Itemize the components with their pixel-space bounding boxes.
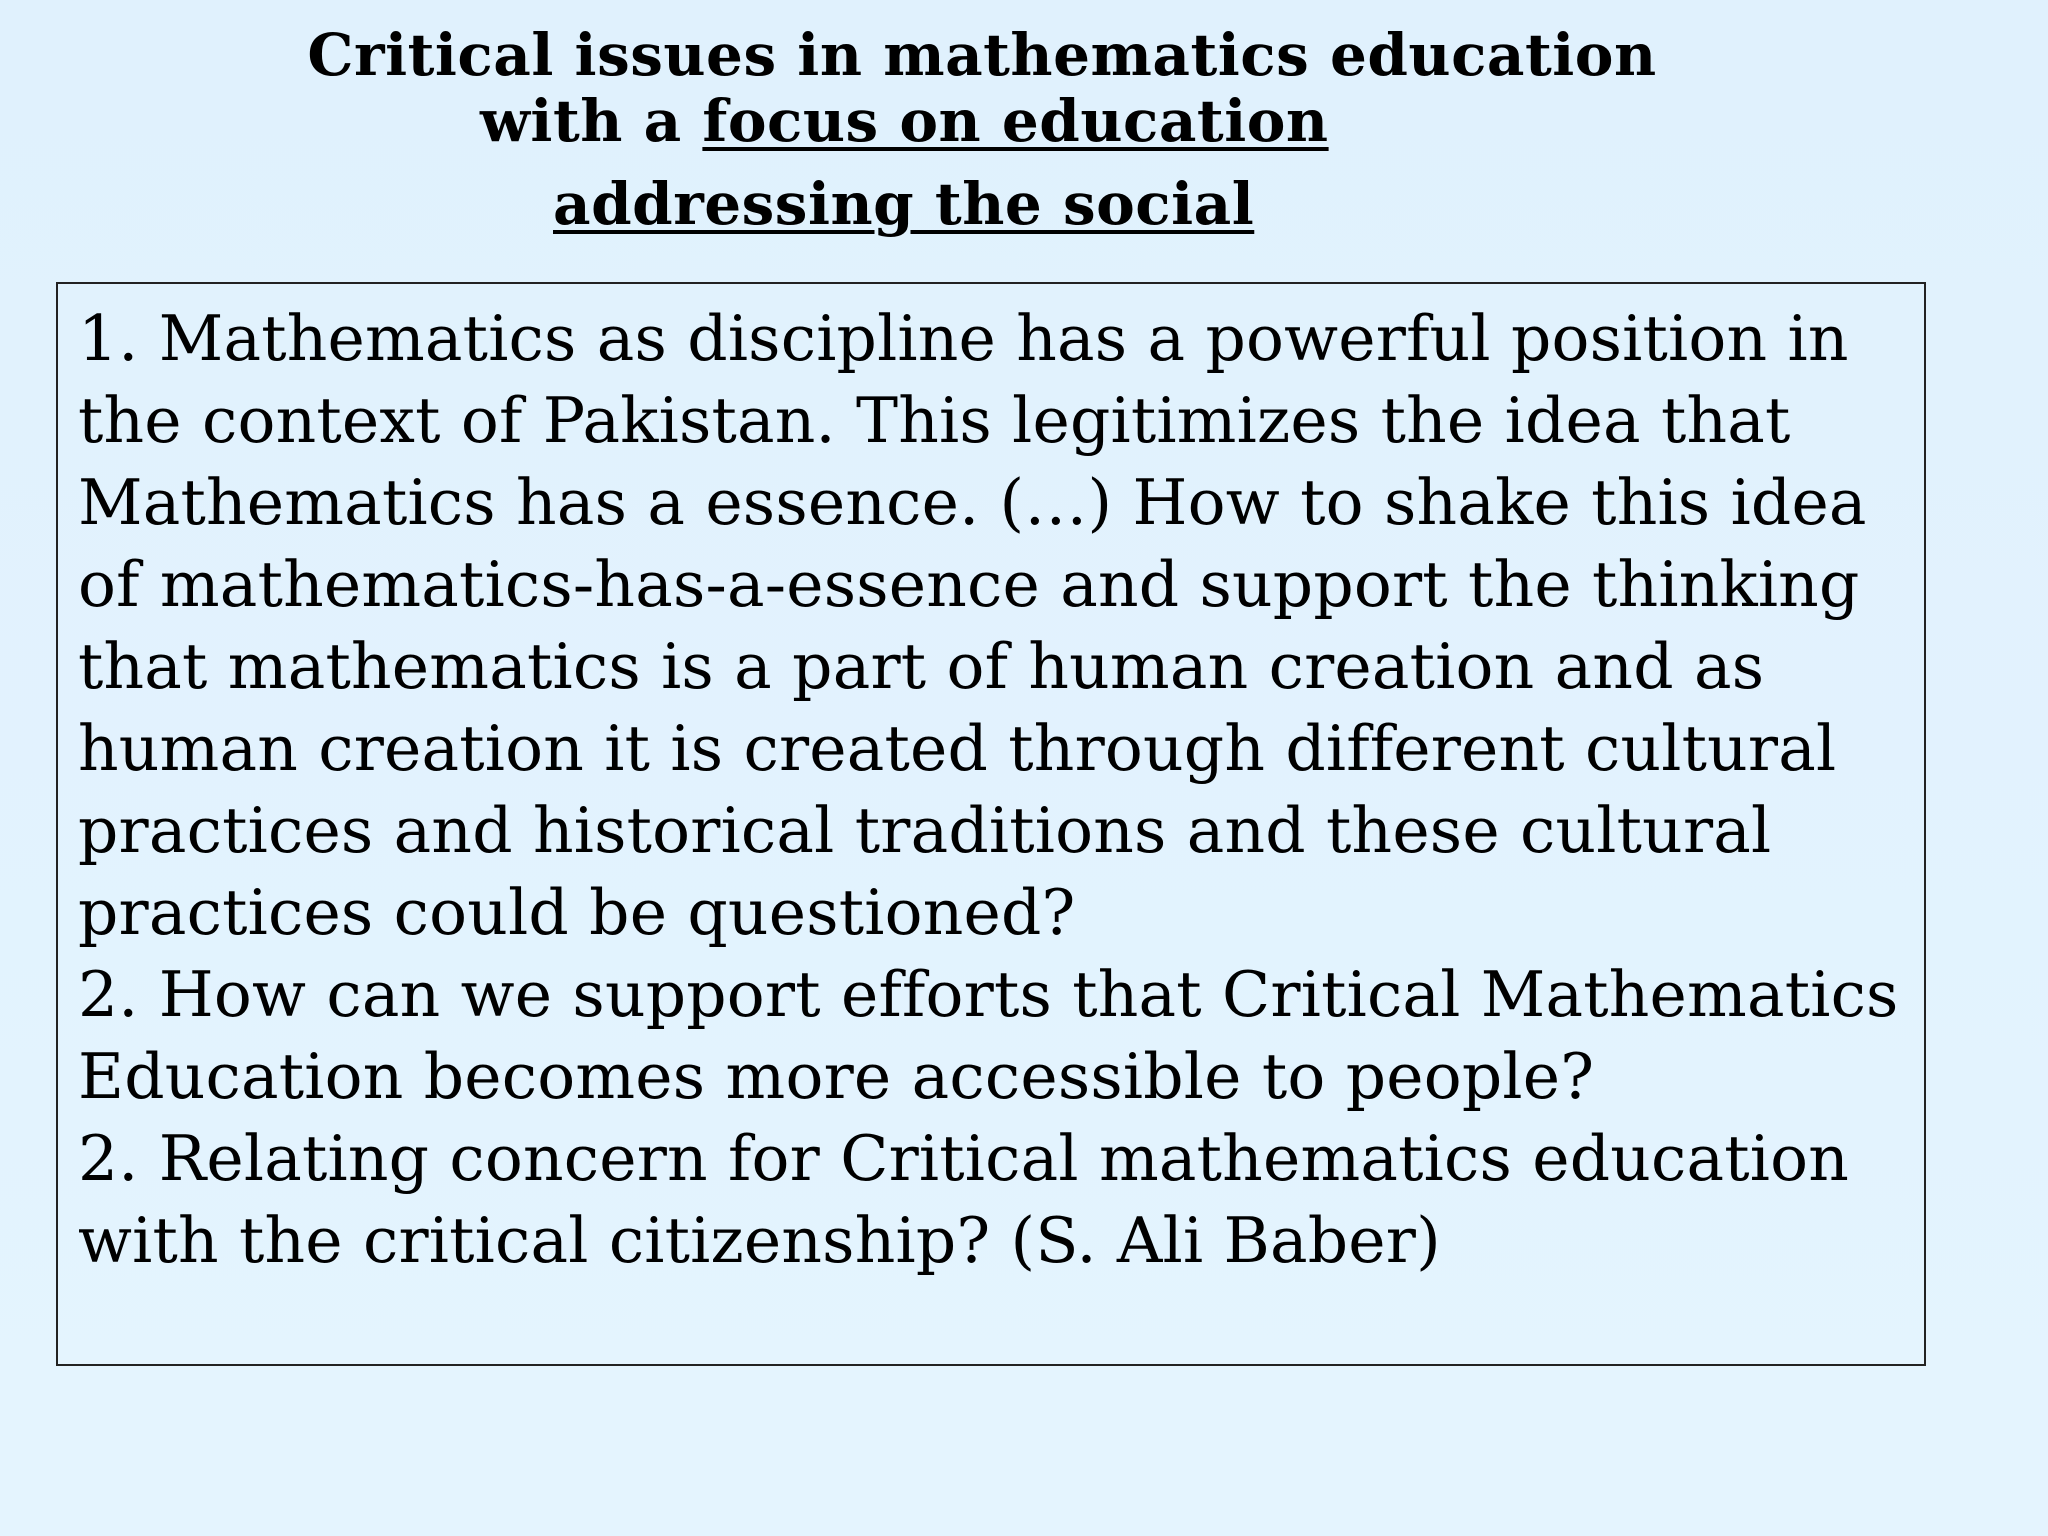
slide-title-line-1: Critical issues in mathematics education xyxy=(307,21,1657,89)
title-underlined-phrase-2: addressing the social xyxy=(553,170,1255,238)
issue-item-1: 1. Mathematics as discipline has a powerful position in the context of Pakistan. This legitimizes the idea that Mathematics has a essence. (…) How to shake this idea of mathematics-has-a-essence and support the thinking that mathematics is a part of human creation and as human creation it is created through different cultural practices and historical traditions and these cultural practices could be questioned? xyxy=(78,302,1867,949)
slide-title-line-2 xyxy=(480,88,1329,154)
issue-item-2: 2. How can we support efforts that Critical Mathematics Education becomes more accessible to people? xyxy=(78,958,1899,1113)
issue-item-3: 2. Relating concern for Critical mathematics education with the critical citizenship? (S. Ali Baber) xyxy=(78,1122,1850,1277)
slide-title-line-3 xyxy=(553,171,1254,237)
title-prefix: with a xyxy=(480,87,703,155)
content-box xyxy=(56,282,1926,1366)
title-underlined-phrase: focus on education xyxy=(702,87,1329,155)
